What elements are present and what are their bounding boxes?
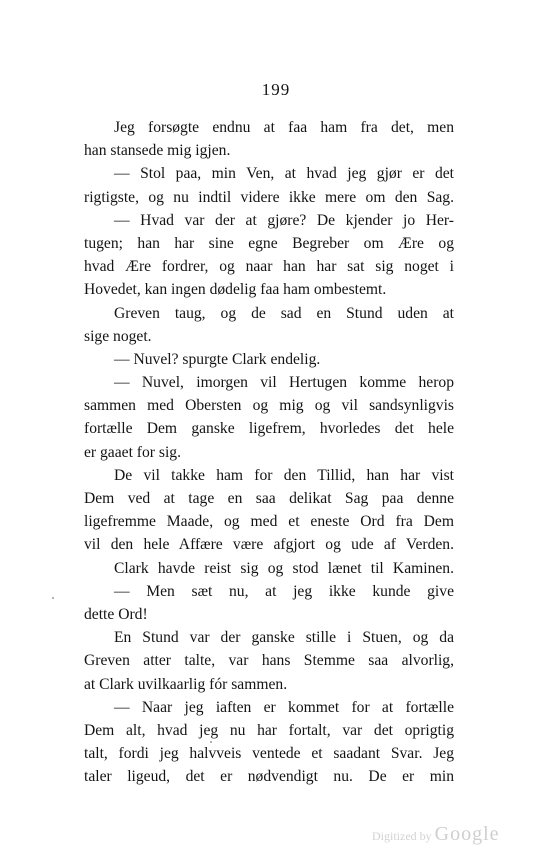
text-line: Hovedet, kan ingen dødelig faa ham ombestemt. (84, 281, 387, 299)
margin-speck (210, 741, 212, 743)
text-line: talt, fordi jeg halvveis ventede et saadant Svar. Jeg (84, 745, 454, 763)
text-line: fortælle Dem ganske ligefrem, hvorledes det hele (84, 420, 454, 438)
text-line: — Men sæt nu, at jeg ikke kunde give (114, 582, 454, 600)
text-line: er gaaet for sig. (84, 443, 181, 461)
text-line: ligefremme Maade, og med et eneste Ord fra Dem (84, 513, 454, 531)
text-line: — Stol paa, min Ven, at hvad jeg gjør er det (114, 165, 454, 183)
text-line: sammen med Obersten og mig og vil sandsynligvis (84, 397, 454, 415)
text-line: — Nuvel? spurgte Clark endelig. (114, 350, 321, 368)
body-text (84, 116, 454, 788)
text-line: En Stund var der ganske stille i Stuen, og da (114, 629, 454, 647)
text-line: Greven atter talte, var hans Stemme saa alvorlig, (84, 652, 454, 670)
text-line: hvad Ære fordrer, og naar han har sat sig noget i (84, 258, 454, 276)
text-line: taler ligeud, det er nødvendigt nu. De er min (84, 768, 454, 786)
text-line: Greven taug, og de sad en Stund uden at (114, 304, 454, 322)
page-number: 199 (261, 80, 291, 99)
text-line: — Hvad var der at gjøre? De kjender jo Her- (114, 211, 454, 229)
text-line: — Nuvel, imorgen vil Hertugen komme herop (114, 374, 454, 392)
text-line: vil den hele Affære være afgjort og ude af Verden. (84, 536, 454, 554)
text-line: sige noget. (84, 327, 152, 345)
text-line: rigtigste, og nu indtil videre ikke mere om den Sag. (84, 188, 454, 206)
text-line: dette Ord! (84, 605, 148, 623)
text-line: — Naar jeg iaften er kommet for at fortælle (114, 698, 454, 716)
text-line: Clark havde reist sig og stod lænet til Kaminen. (114, 559, 454, 577)
text-line: tugen; han har sine egne Begreber om Ære og (84, 234, 454, 252)
text-line: Dem alt, hvad jeg nu har fortalt, var det oprigtig (84, 721, 454, 739)
watermark-brand: Google (434, 823, 500, 845)
watermark-small-text: Digitized by (372, 829, 432, 843)
text-line: De vil takke ham for den Tillid, han har vist (114, 466, 454, 484)
text-line: Jeg forsøgte endnu at faa ham fra det, men (114, 119, 454, 136)
digitized-watermark (372, 823, 500, 846)
text-line: at Clark uvilkaarlig fór sammen. (84, 675, 288, 693)
margin-speck (52, 597, 54, 599)
text-line: Dem ved at tage en saa delikat Sag paa denne (84, 490, 454, 507)
text-line: han stansede mig igjen. (84, 142, 231, 160)
